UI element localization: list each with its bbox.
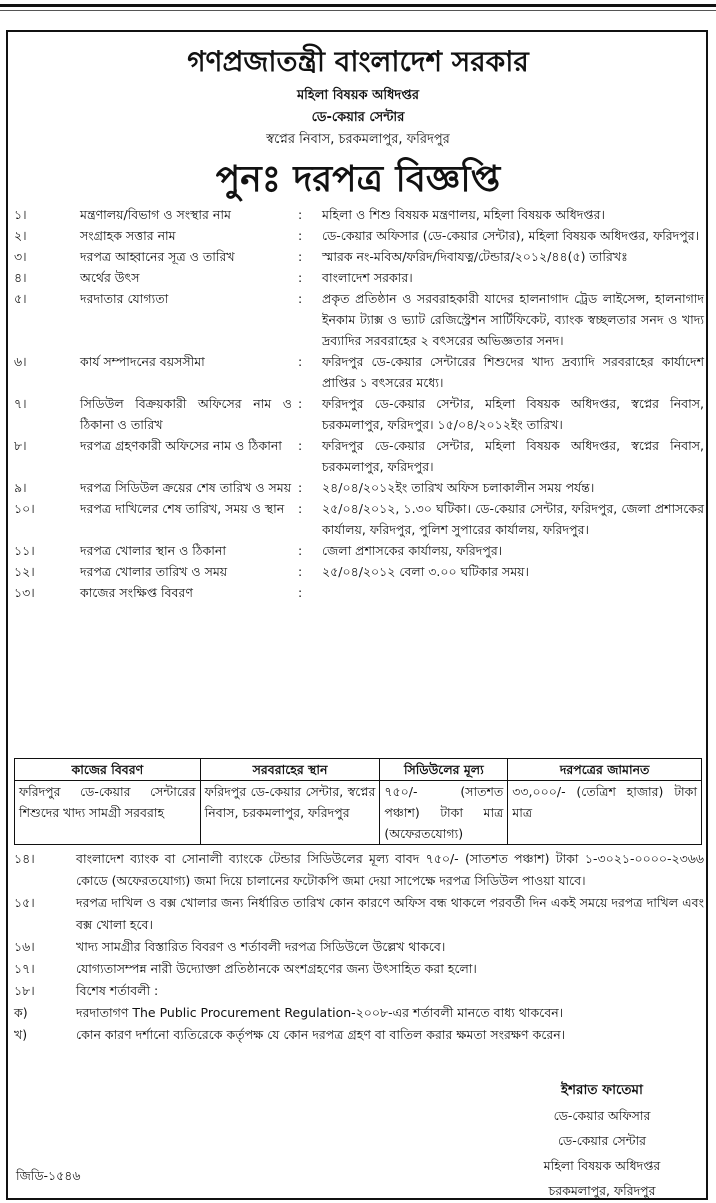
detail-row: ৭। সিডিউল বিক্রয়কারী অফিসের নাম ও ঠিকানা ও তারিখ : ফরিদপুর ডে-কেয়ার সেন্টার, মহিলা বিষয়ক অধিদপ্তর, স্বপ্নের নিবাস, চরকমলাপুর, ফরিদপুর। ১৫/০৪/২০১২ইং তারিখ। — [14, 396, 704, 432]
top-rule — [0, 4, 716, 7]
department-name: মহিলা বিষয়ক অধিদপ্তর — [296, 88, 420, 103]
detail-row: ১০। দরপত্র দাখিলের শেষ তারিখ, সময় ও স্থান : ২৫/০৪/২০১২, ১.৩০ ঘটিকা। ডে-কেয়ার সেন্টার, ফরিদপুর, জেলা প্রশাসকের কার্যালয়, ফরিদপুর, পুলিশ সুপারের কার্যালয়, ফরিদপুর। — [14, 501, 704, 537]
table-header: সরবরাহের স্থান — [200, 759, 380, 781]
table-cell: ফরিদপুর ডে-কেয়ার সেন্টারের শিশুদের খাদ্য সামগ্রী সরবরাহ — [15, 781, 201, 845]
signatory-department: মহিলা বিষয়ক অধিদপ্তর — [543, 1158, 661, 1173]
table-cell: ৩৩,০০০/- (তেত্রিশ হাজার) টাকা মাত্র — [508, 781, 702, 845]
top-rule-thin — [0, 10, 716, 11]
detail-row: ১১। দরপত্র খোলার স্থান ও ঠিকানা : জেলা প্রশাসকের কার্যালয়, ফরিদপুর। — [14, 543, 503, 558]
table-row — [15, 781, 702, 845]
government-title: গণপ্রজাতন্ত্রী বাংলাদেশ সরকার — [187, 45, 529, 78]
signature-block — [502, 1078, 702, 1203]
tender-details — [14, 204, 704, 603]
center-name: ডে-কেয়ার সেন্টার — [311, 110, 405, 125]
detail-row: ৯। দরপত্র সিডিউল ক্রয়ের শেষ তারিখ ও সময় : ২৪/০৪/২০১২ইং তারিখ অফিস চলাকালীন সময় পর্যন্ত। — [14, 480, 595, 495]
detail-row: ১২। দরপত্র খোলার তারিখ ও সময় : ২৫/০৪/২০১২ বেলা ৩.০০ ঘটিকার সময়। — [14, 564, 529, 579]
signatory-name: ইশরাত ফাতেমা — [561, 1082, 643, 1098]
table-header: সিডিউলের মূল্য — [380, 759, 508, 781]
detail-row: ২। সংগ্রাহক সত্তার নাম : ডে-কেয়ার অফিসার (ডে-কেয়ার সেন্টার), মহিলা বিষয়ক অধিদপ্তর, ফরিদপুর। — [14, 228, 700, 243]
note-item: ক) দরদাতাগণ The Public Procurement Regulation-২০০৮-এর শর্তাবলী মানতে বাধ্য থাকবেন। — [14, 1005, 564, 1020]
signatory-location: চরকমলাপুর, ফরিদপুর — [548, 1183, 656, 1198]
table-header: দরপত্রের জামানত — [508, 759, 702, 781]
detail-row: ৬। কার্য সম্পাদনের বয়সসীমা : ফরিদপুর ডে-কেয়ার সেন্টারের শিশুদের খাদ্য দ্রব্যাদি সরবরাহের কার্যাদেশ প্রাপ্তির ১ বৎসরের মধ্যে। — [14, 354, 704, 390]
notes-list — [14, 848, 704, 1046]
table-cell: ফরিদপুর ডে-কেয়ার সেন্টার, স্বপ্নের নিবাস, চরকমলাপুর, ফরিদপুর — [200, 781, 380, 845]
table-header-row — [15, 759, 702, 781]
detail-row: ৪। অর্থের উৎস : বাংলাদেশ সরকার। — [14, 270, 413, 285]
signatory-title: ডে-কেয়ার অফিসার — [553, 1108, 651, 1123]
note-item: ১৮। বিশেষ শর্তাবলী : — [14, 983, 159, 998]
note-item: ১৭। যোগ্যতাসম্পন্ন নারী উদ্যোক্তা প্রতিষ্ঠানকে অংশগ্রহণের জন্য উৎসাহিত করা হলো। — [14, 961, 477, 976]
table-header: কাজের বিবরণ — [15, 759, 201, 781]
detail-row: ৮। দরপত্র গ্রহণকারী অফিসের নাম ও ঠিকানা : ফরিদপুর ডে-কেয়ার সেন্টার, মহিলা বিষয়ক অধিদপ্তর, স্বপ্নের নিবাস, চরকমলাপুর, ফরিদপুর। — [14, 438, 704, 474]
signatory-office: ডে-কেয়ার সেন্টার — [557, 1133, 647, 1148]
center-address: স্বপ্নের নিবাস, চরকমলাপুর, ফরিদপুর — [266, 132, 450, 147]
note-item: ১৫। দরপত্র দাখিল ও বক্স খোলার জন্য নির্ধারিত তারিখ কোন কারণে অফিস বন্ধ থাকলে পরবর্তী দিন একই সময়ে দরপত্র দাখিল এবং বক্স খোলা হবে। — [14, 895, 704, 932]
detail-row: ৫। দরদাতার যোগ্যতা : প্রকৃত প্রতিষ্ঠান ও সরবরাহকারী যাদের হালনাগাদ ট্রেড লাইসেন্স, হালনাগাদ ইনকাম ট্যাক্স ও ভ্যাট রেজিস্ট্রেশন সার্টিফিকেট, ব্যাংক স্বচ্ছলতার সনদ ও খাদ্য দ্রব্যাদির সরবরাহের ২ বৎসরের অভিজ্ঞতার সনদ। — [14, 291, 704, 348]
detail-row: ১। মন্ত্রণালয়/বিভাগ ও সংস্থার নাম : মহিলা ও শিশু বিষয়ক মন্ত্রণালয়, মহিলা বিষয়ক অধিদপ্তর। — [14, 207, 605, 222]
detail-row: ১৩। কাজের সংক্ষিপ্ত বিবরণ : — [14, 585, 303, 600]
reference-code: জিডি-১৫৪৬ — [16, 1168, 81, 1183]
detail-row: ৩। দরপত্র আহ্বানের সূত্র ও তারিখ : স্মারক নং-মবিঅ/ফরিদ/দিবাযত্ন/টেন্ডার/২০১২/৪৪(৫) তারিখঃ — [14, 249, 628, 264]
work-table — [14, 758, 702, 845]
table-cell: ৭৫০/- (সাতশত পঞ্চাশ) টাকা মাত্র (অফেরতযোগ্য) — [380, 781, 508, 845]
note-item: ১৪। বাংলাদেশ ব্যাংক বা সোনালী ব্যাংকে টেন্ডার সিডিউলের মূল্য বাবদ ৭৫০/- (সাতশত পঞ্চাশ) টাকা ১-৩০২১-০০০০-২৩৬৬ কোডে (অফেরতযোগ্য) জমা দিয়ে চালানের ফটোকপি জমা দেয়া সাপেক্ষে দরপত্র সিডিউল পাওয়া যাবে। — [14, 851, 704, 888]
notice-title: পুনঃ দরপত্র বিজ্ঞপ্তি — [215, 159, 501, 200]
note-item: ১৬। খাদ্য সামগ্রীর বিস্তারিত বিবরণ ও শর্তাবলী দরপত্র সিডিউলে উল্লেখ থাকবে। — [14, 939, 446, 954]
note-item: খ) কোন কারণ দর্শানো ব্যতিরেকে কর্তৃপক্ষ যে কোন দরপত্র গ্রহণ বা বাতিল করার ক্ষমতা সংরক্ষণ করেন। — [14, 1027, 566, 1042]
